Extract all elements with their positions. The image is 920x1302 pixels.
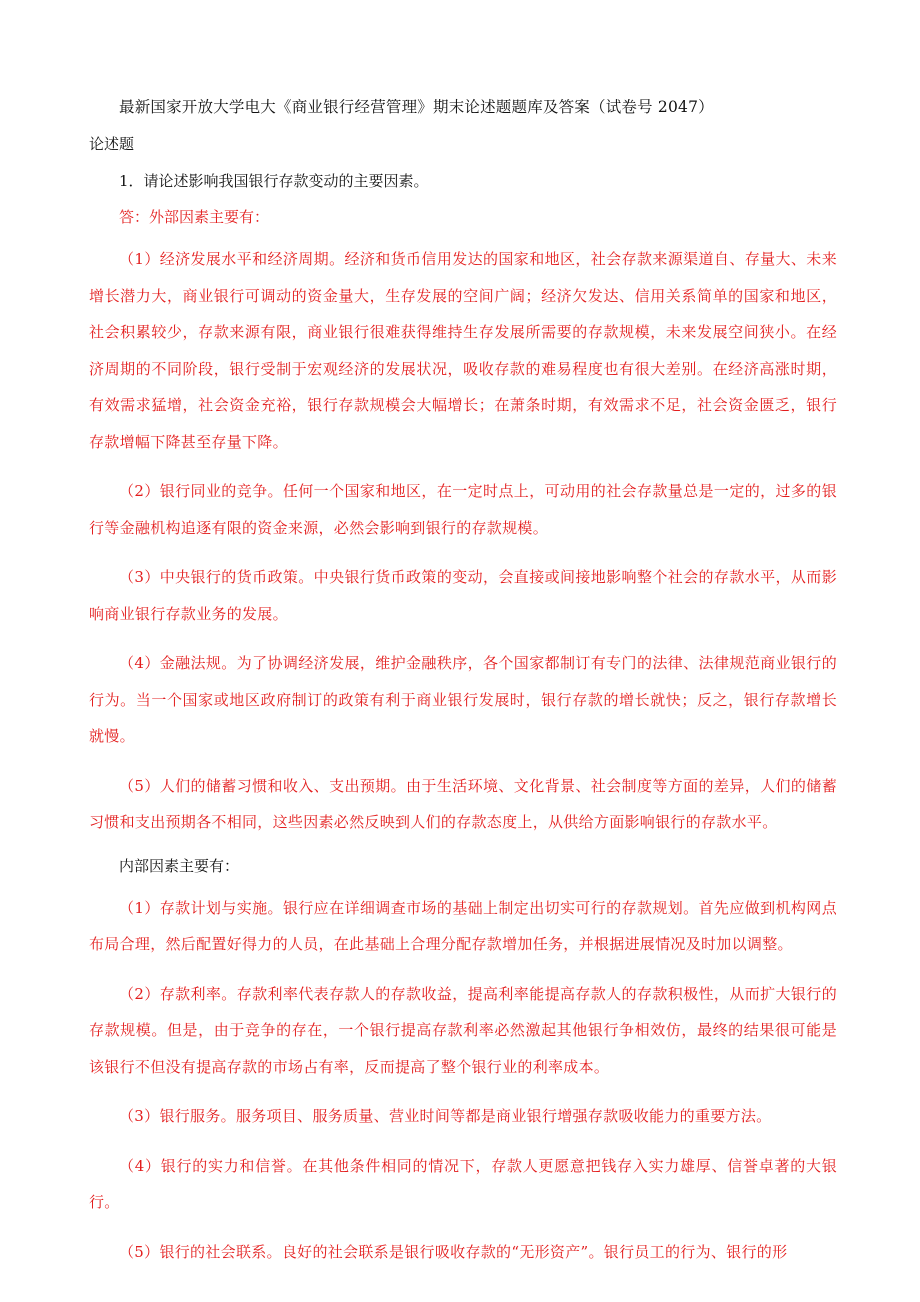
document-page <box>89 96 837 1270</box>
internal-factor-2: （2）存款利率。存款利率代表存款人的存款收益，提高利率能提高存款人的存款积极性，从而扩大银行的存款规模。但是，由于竞争的存在，一个银行提高存款利率必然激起其他银行争相效仿，最终的结果很可能是该银行不但没有提高存款的市场占有率，反而提高了整个银行业的利率成本。 <box>89 984 837 1076</box>
answer-label: 答：外部因素主要有： <box>119 208 270 226</box>
internal-factor-3: （3）银行服务。服务项目、服务质量、营业时间等都是商业银行增强存款吸收能力的重要方法。 <box>119 1107 772 1125</box>
internal-factor-5: （5）银行的社会联系。良好的社会联系是银行吸收存款的“无形资产”。银行员工的行为、银行的形 <box>119 1242 788 1261</box>
internal-label: 内部因素主要有： <box>119 856 240 875</box>
external-factor-2: （2）银行同业的竞争。任何一个国家和地区，在一定时点上，可动用的社会存款量总是一定的，过多的银行等金融机构追逐有限的资金来源，必然会影响到银行的存款规模。 <box>89 482 837 537</box>
external-factor-5: （5）人们的储蓄习惯和收入、支出预期。由于生活环境、文化背景、社会制度等方面的差异，人们的储蓄习惯和支出预期各不相同，这些因素必然反映到人们的存款态度上，从供给方面影响银行的存款水平。 <box>89 776 837 831</box>
external-factor-4: （4）金融法规。为了协调经济发展，维护金融秩序，各个国家都制订有专门的法律、法律规范商业银行的行为。当一个国家或地区政府制订的政策有利于商业银行发展时，银行存款的增长就快；反之，银行存款增长就慢。 <box>89 654 837 745</box>
question-text: 1．请论述影响我国银行存款变动的主要因素。 <box>119 172 429 190</box>
document-title: 最新国家开放大学电大《商业银行经营管理》期末论述题题库及答案（试卷号 2047） <box>119 98 714 116</box>
section-heading: 论述题 <box>89 135 135 153</box>
external-factor-3: （3）中央银行的货币政策。中央银行货币政策的变动，会直接或间接地影响整个社会的存款水平，从而影响商业银行存款业务的发展。 <box>89 568 837 623</box>
internal-factor-4: （4）银行的实力和信誉。在其他条件相同的情况下，存款人更愿意把钱存入实力雄厚、信誉卓著的大银行。 <box>89 1156 837 1211</box>
external-factor-1: （1）经济发展水平和经济周期。经济和货币信用发达的国家和地区，社会存款来源渠道自、存量大、未来增长潜力大，商业银行可调动的资金量大，生存发展的空间广阔；经济欠发达、信用关系简单的国家和地区，社会积累较少，存款来源有限，商业银行很难获得维持生存发展所需要的存款规模，未来发展空间狭小。在经济周期的不同阶段，银行受制于宏观经济的发展状况，吸收存款的难易程度也有很大差别。在经济高涨时期，有效需求猛增，社会资金充裕，银行存款规模会大幅增长；在萧条时期，有效需求不足，社会资金匮乏，银行存款增幅下降甚至存量下降。 <box>89 250 837 451</box>
internal-factor-1: （1）存款计划与实施。银行应在详细调查市场的基础上制定出切实可行的存款规划。首先应做到机构网点布局合理，然后配置好得力的人员，在此基础上合理分配存款增加任务，并根据进展情况及时加以调整。 <box>89 898 837 953</box>
